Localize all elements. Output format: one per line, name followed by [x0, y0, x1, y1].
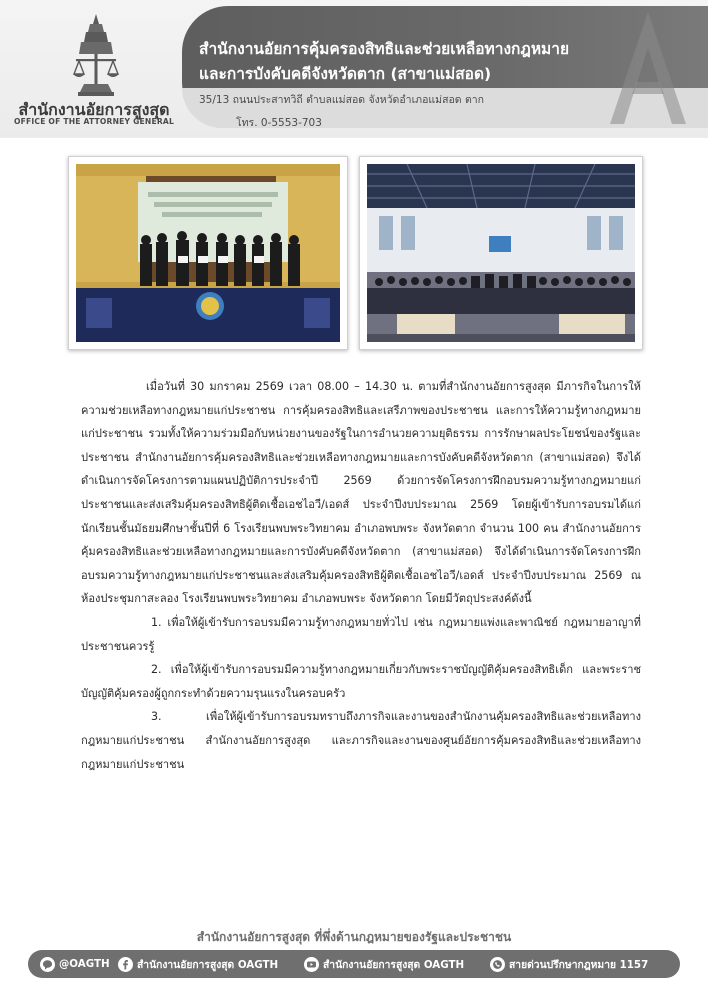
- office-title-line2: และการบังคับคดีจังหวัดตาก (สาขาแม่สอด): [199, 65, 492, 83]
- org-name-thai: สำนักงานอัยการสูงสุด: [18, 100, 170, 119]
- footer-line-link[interactable]: [40, 950, 110, 978]
- footer-facebook-link[interactable]: [118, 950, 278, 978]
- photo-frame-left: [68, 156, 348, 350]
- main-paragraph: เมื่อวันที่ 30 มกราคม 2569 เวลา 08.00 – 14.30 น. ตามที่สำนักงานอัยการสูงสุด มีภารกิจในการให้ความช่วยเหลือทางกฎหมายแก่ประชาชน การคุ้มครองสิทธิและเสรีภาพของประชาชน และการให้ความรู้ทางกฎหมายแก่ประชาชน รวมทั้งให้ความร่วมมือกับหน่วยงานของรัฐในการอำนวยความยุติธรรม การรักษาผลประโยชน์ของรัฐและประชาชน สำนักงานอัยการคุ้มครองสิทธิและช่วยเหลือทางกฎหมายและการบังคับคดีจังหวัดตาก (สาขาแม่สอด) จึงได้ดำเนินการจัดโครงการตามแผนปฏิบัติการประจำปี 2569 ด้วยการจัดโครงการฝึกอบรมความรู้ทางกฎหมายแก่ประชาชนและส่งเสริมคุ้มครองสิทธิผู้ติดเชื้อเอชไอวี/เอดส์ ประจำปีงบประมาณ 2569 โดยผู้เข้ารับการอบรมได้แก่ นักเรียนชั้นมัธยมศึกษาชั้นปีที่ 6 โรงเรียนพบพระวิทยาคม อำเภอพบพระ จังหวัดตาก จำนวน 100 คน สำนักงานอัยการคุ้มครองสิทธิและช่วยเหลือทางกฎหมายและการบังคับคดีจังหวัดตาก (สาขาแม่สอด) จึงได้ดำเนินการจัดโครงการฝึกอบรมความรู้ทางกฎหมายแก่ประชาชนและส่งเสริมคุ้มครองสิทธิผู้ติดเชื้อเอชไอวี/เอดส์ ประจำปีงบประมาณ 2569 ณ ห้องประชุมกาสะลอง โรงเรียนพบพระวิทยาคม อำเภอพบพระ จังหวัดตาก โดยมีวัตถุประสงค์ดังนี้: [81, 380, 641, 606]
- objective-item-2: 2. เพื่อให้ผู้เข้ารับการอบรมมีความรู้ทางกฎหมายเกี่ยวกับพระราชบัญญัติคุ้มครองสิทธิเด็ก และพระราชบัญญัติคุ้มครองผู้ถูกกระทำด้วยความรุนแรงในครอบครัว: [81, 663, 641, 700]
- letterhead: [0, 0, 708, 138]
- footer-hotline-label: สายด่วนปรึกษากฎหมาย 1157: [509, 958, 649, 971]
- footer-facebook-label: สำนักงานอัยการสูงสุด OAGTH: [137, 958, 279, 971]
- scales-of-justice-emblem-icon: [70, 12, 122, 98]
- footer-contact-bar: [28, 950, 680, 978]
- facebook-icon: [118, 957, 133, 972]
- youtube-icon: [304, 957, 319, 972]
- letter-a-watermark-icon: [602, 8, 694, 128]
- footer-youtube-label: สำนักงานอัยการสูงสุด OAGTH: [323, 958, 465, 971]
- office-address: 35/13 ถนนประสาทวิถี ตำบลแม่สอด จังหวัดอำเภอแม่สอด ตาก: [199, 94, 485, 106]
- training-hall-audience-photo: [367, 164, 635, 342]
- line-chat-icon: [40, 957, 55, 972]
- footer-slogan: สำนักงานอัยการสูงสุด ที่พึ่งด้านกฎหมายของรัฐและประชาชน: [196, 930, 512, 944]
- ceremony-group-photo: [76, 164, 340, 342]
- phone-hotline-icon: [490, 957, 505, 972]
- news-article-body: [81, 375, 641, 776]
- footer-youtube-link[interactable]: [304, 950, 464, 978]
- footer-line-label: @OAGTH: [59, 958, 110, 970]
- photo-frame-right: [359, 156, 643, 350]
- footer-hotline[interactable]: [490, 950, 648, 978]
- objective-item-3: 3. เพื่อให้ผู้เข้ารับการอบรมทราบถึงภารกิจและงานของสำนักงานคุ้มครองสิทธิและช่วยเหลือทางกฎหมายแก่ประชาชน สำนักงานอัยการสูงสุด และภารกิจและงานของศูนย์อัยการคุ้มครองสิทธิและช่วยเหลือทางกฎหมายแก่ประชาชน: [81, 710, 641, 771]
- org-name-english: OFFICE OF THE ATTORNEY GENERAL: [13, 117, 175, 126]
- office-phone: โทร. 0-5553-703: [236, 117, 322, 129]
- office-title-line1: สำนักงานอัยการคุ้มครองสิทธิและช่วยเหลือทางกฎหมาย: [199, 40, 570, 58]
- objective-item-1: 1. เพื่อให้ผู้เข้ารับการอบรมมีความรู้ทางกฎหมายทั่วไป เช่น กฎหมายแพ่งและพาณิชย์ กฎหมายอาญาที่ประชาชนควรรู้: [81, 615, 641, 653]
